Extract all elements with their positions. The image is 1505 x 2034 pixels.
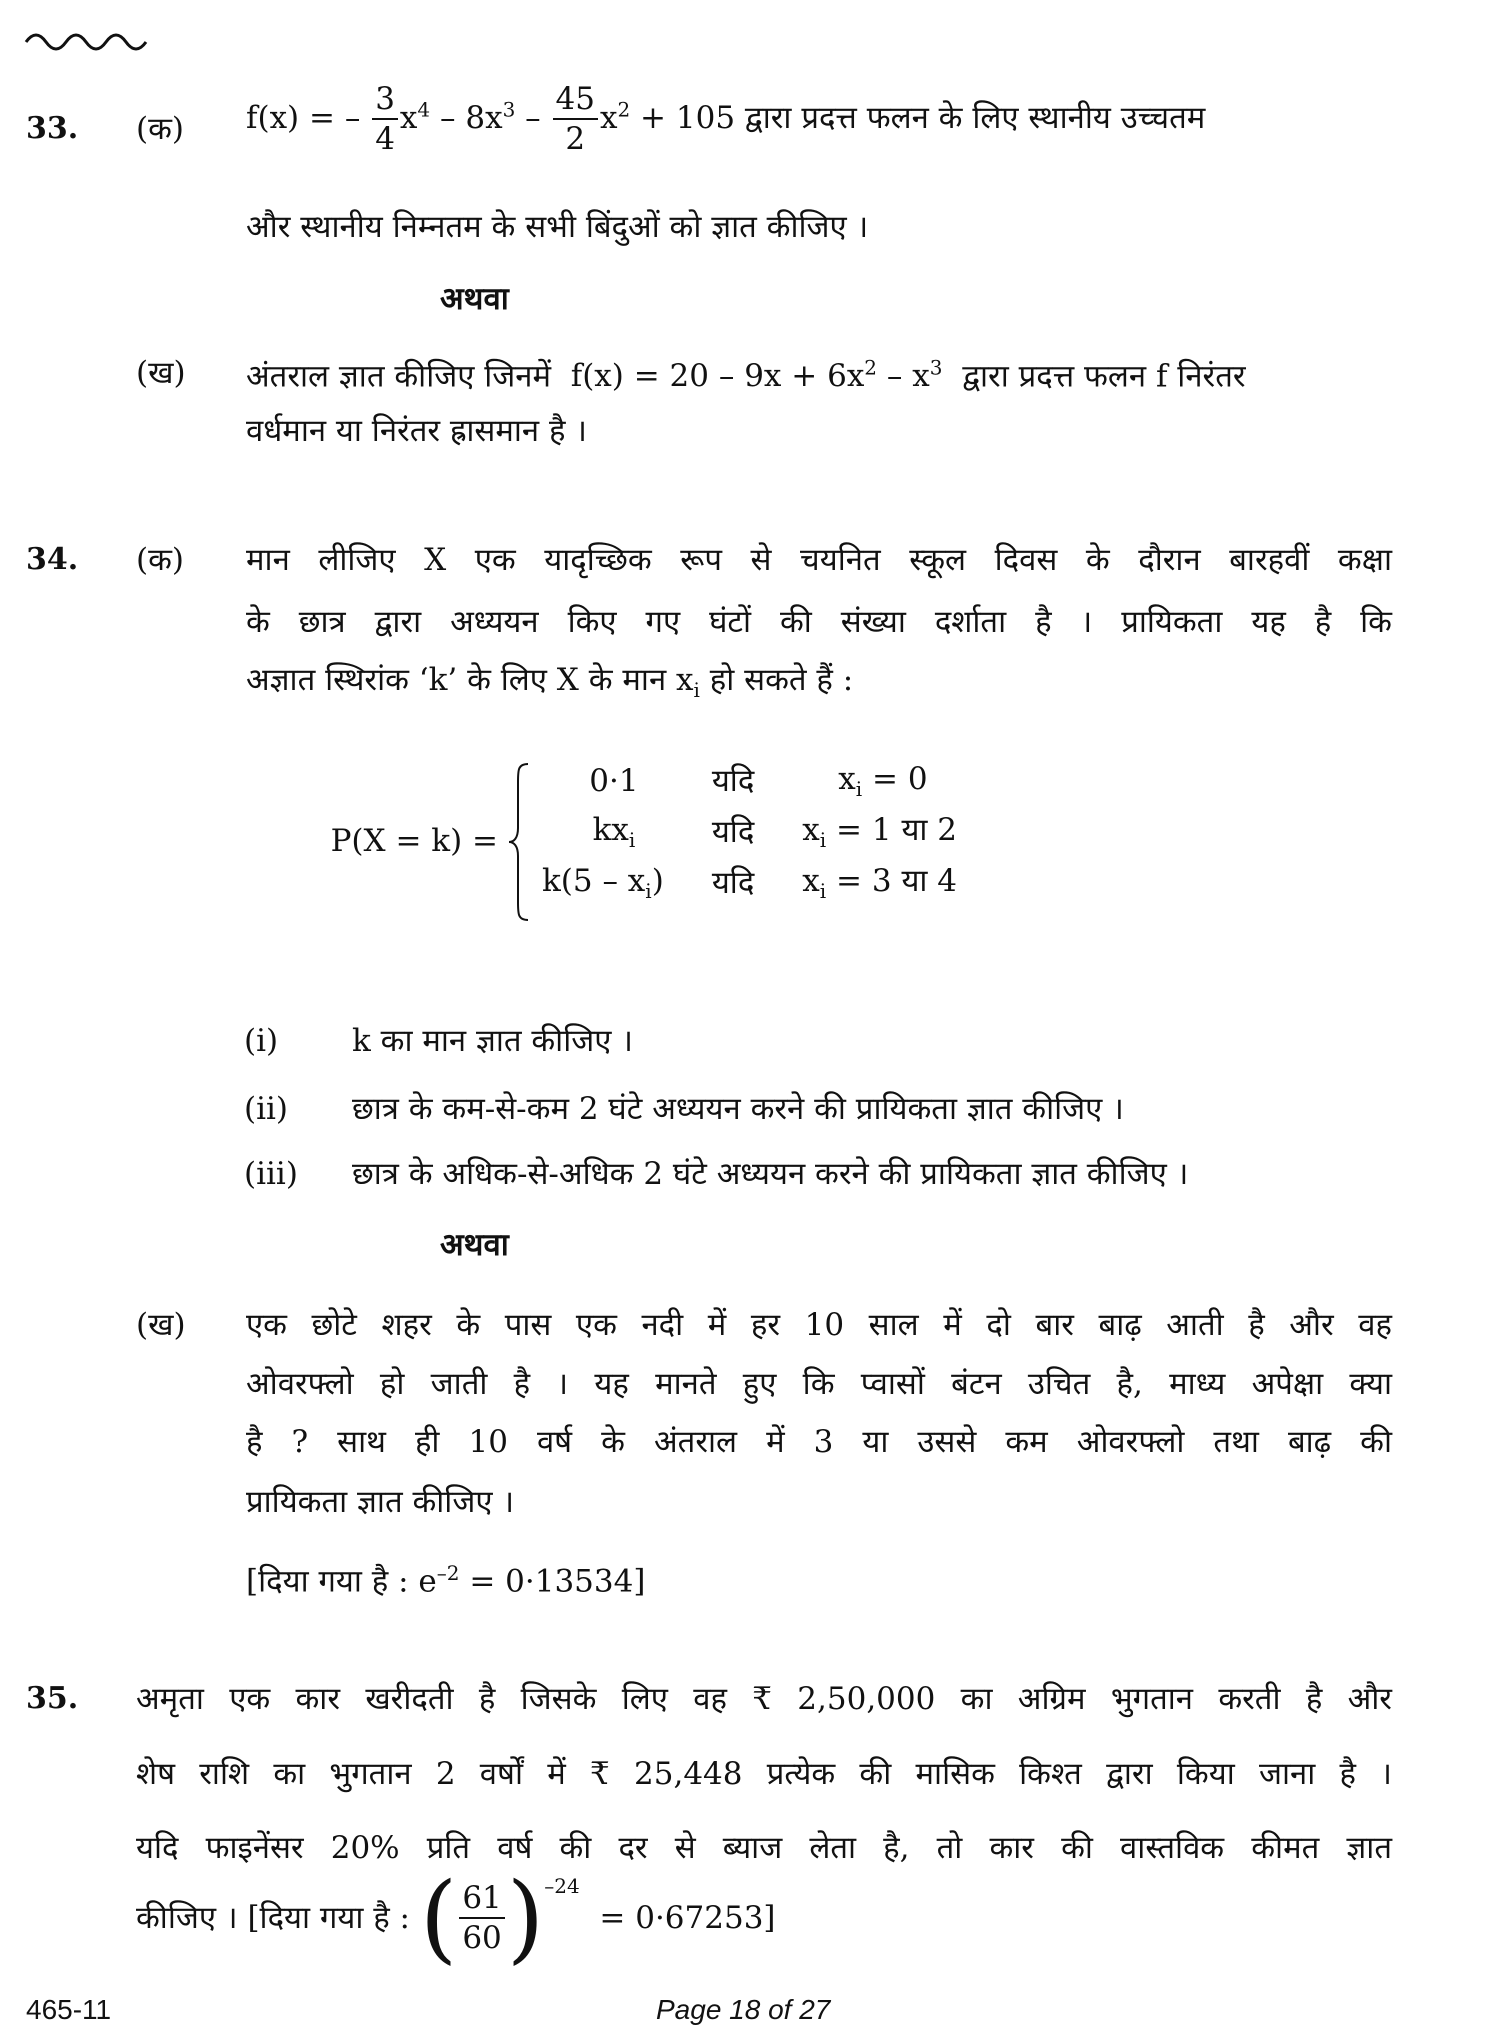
subpart-text: छात्र के अधिक-से-अधिक 2 घंटे अध्ययन करने की प्रायिकता ज्ञात कीजिए । [352,1156,1189,1192]
text-line: एक छोटे शहर के पास एक नदी में हर 10 साल में दो बार बाढ़ आती है और वह [246,1307,1392,1343]
text-line: अज्ञात स्थिरांक ‘k’ के लिए X के मान $x_i$ हो सकते हैं : [246,662,854,703]
page-number: Page 18 of 27 [656,1994,831,2025]
part-label: (क) [136,542,184,578]
subpart-label: (iii) [244,1156,298,1192]
text-line: के छात्र द्वारा अध्ययन किए गए घंटों की संख्या दर्शाता है । प्रायिकता यह है कि [246,604,1392,640]
question-number: 33. [26,111,79,146]
text-line: और स्थानीय निम्नतम के सभी बिंदुओं को ज्ञात कीजिए । [246,209,869,245]
or-divider: अथवा [440,281,509,317]
subpart-label: (ii) [244,1091,289,1127]
subpart-text: छात्र के कम-से-कम 2 घंटे अध्ययन करने की प्रायिकता ज्ञात कीजिए । [352,1091,1124,1127]
question-number: 34. [26,542,79,577]
or-divider: अथवा [440,1227,509,1263]
fraction: $\frac{61}{60}$ [459,1883,504,1954]
subpart-text: k का मान ज्ञात कीजिए । [352,1023,633,1059]
text-line: अमृता एक कार खरीदती है जिसके लिए वह ₹ 2,50,000 का अग्रिम भुगतान करती है और [136,1681,1392,1717]
formula: $f(x) = 20 - 9x + 6x^2 - x^3$ [570,356,943,395]
text-line: वर्धमान या निरंतर ह्रासमान है । [246,413,588,449]
part-label: (क) [136,111,184,147]
text-line: मान लीजिए X एक यादृच्छिक रूप से चयनित स्कूल दिवस के दौरान बारहवीं कक्षा [246,542,1392,578]
text-line: है ? साथ ही 10 वर्ष के अंतराल में 3 या उससे कम ओवरफ्लो तथा बाढ़ की [246,1424,1392,1460]
part-label: (ख) [136,355,186,391]
question-number: 35. [26,1681,79,1716]
fraction: $\frac{45}{2}$ [553,84,598,155]
pmf-row: $k(5 - x_i)$ यदि $x_i = 3$ या 4 [542,863,958,904]
q33a-equation-line: f(x) = – $\frac{3}{4}$ $x^4 - 8x^3$ – $\frac{45}{2}$ $x^2 + 105$ द्वारा प्रदत्त फलन के लिए स्थानीय उच्चतम [246,81,1206,157]
paper-code: 465-11 [26,1994,112,2025]
pmf-lhs: P(X = k) = [330,823,498,859]
text-line: कीजिए । [दिया गया है : ( $\frac{61}{60}$ ) $^{-24}$ = 0·67253] [136,1862,776,1974]
brace-icon [506,762,532,922]
eq-text: f(x) = – [246,100,361,136]
text-line: यदि फाइनेंसर 20% प्रति वर्ष की दर से ब्याज लेता है, तो कार की वास्तविक कीमत ज्ञात [136,1830,1392,1866]
pmf-row: $kx_i$ यदि $x_i = 1$ या 2 [592,812,958,853]
wave-mark-icon [24,28,154,54]
text-line: ओवरफ्लो हो जाती है । यह मानते हुए कि प्वासों बंटन उचित है, माध्य अपेक्षा क्या [246,1366,1392,1402]
subpart-label: (i) [244,1023,279,1059]
text-line: प्रायिकता ज्ञात कीजिए । [246,1484,515,1520]
paren-close: ) [506,1862,545,1974]
given-value: [दिया गया है : $e^{-2} = 0\cdot 13534$] [246,1561,646,1600]
pmf-cases [540,756,981,910]
text-line: अंतराल ज्ञात कीजिए जिनमें $f(x) = 20 - 9x + 6x^2 - x^3$ द्वारा प्रदत्त फलन f निरंतर [246,356,1246,395]
pmf-row: 0·1 यदि $x_i = 0$ [589,761,928,802]
part-label: (ख) [136,1307,186,1343]
paren-open: ( [419,1862,458,1974]
fraction: $\frac{3}{4}$ [372,84,398,155]
text-line: शेष राशि का भुगतान 2 वर्षों में ₹ 25,448 प्रत्येक की मासिक किश्त द्वारा किया जाना है । [136,1756,1392,1792]
